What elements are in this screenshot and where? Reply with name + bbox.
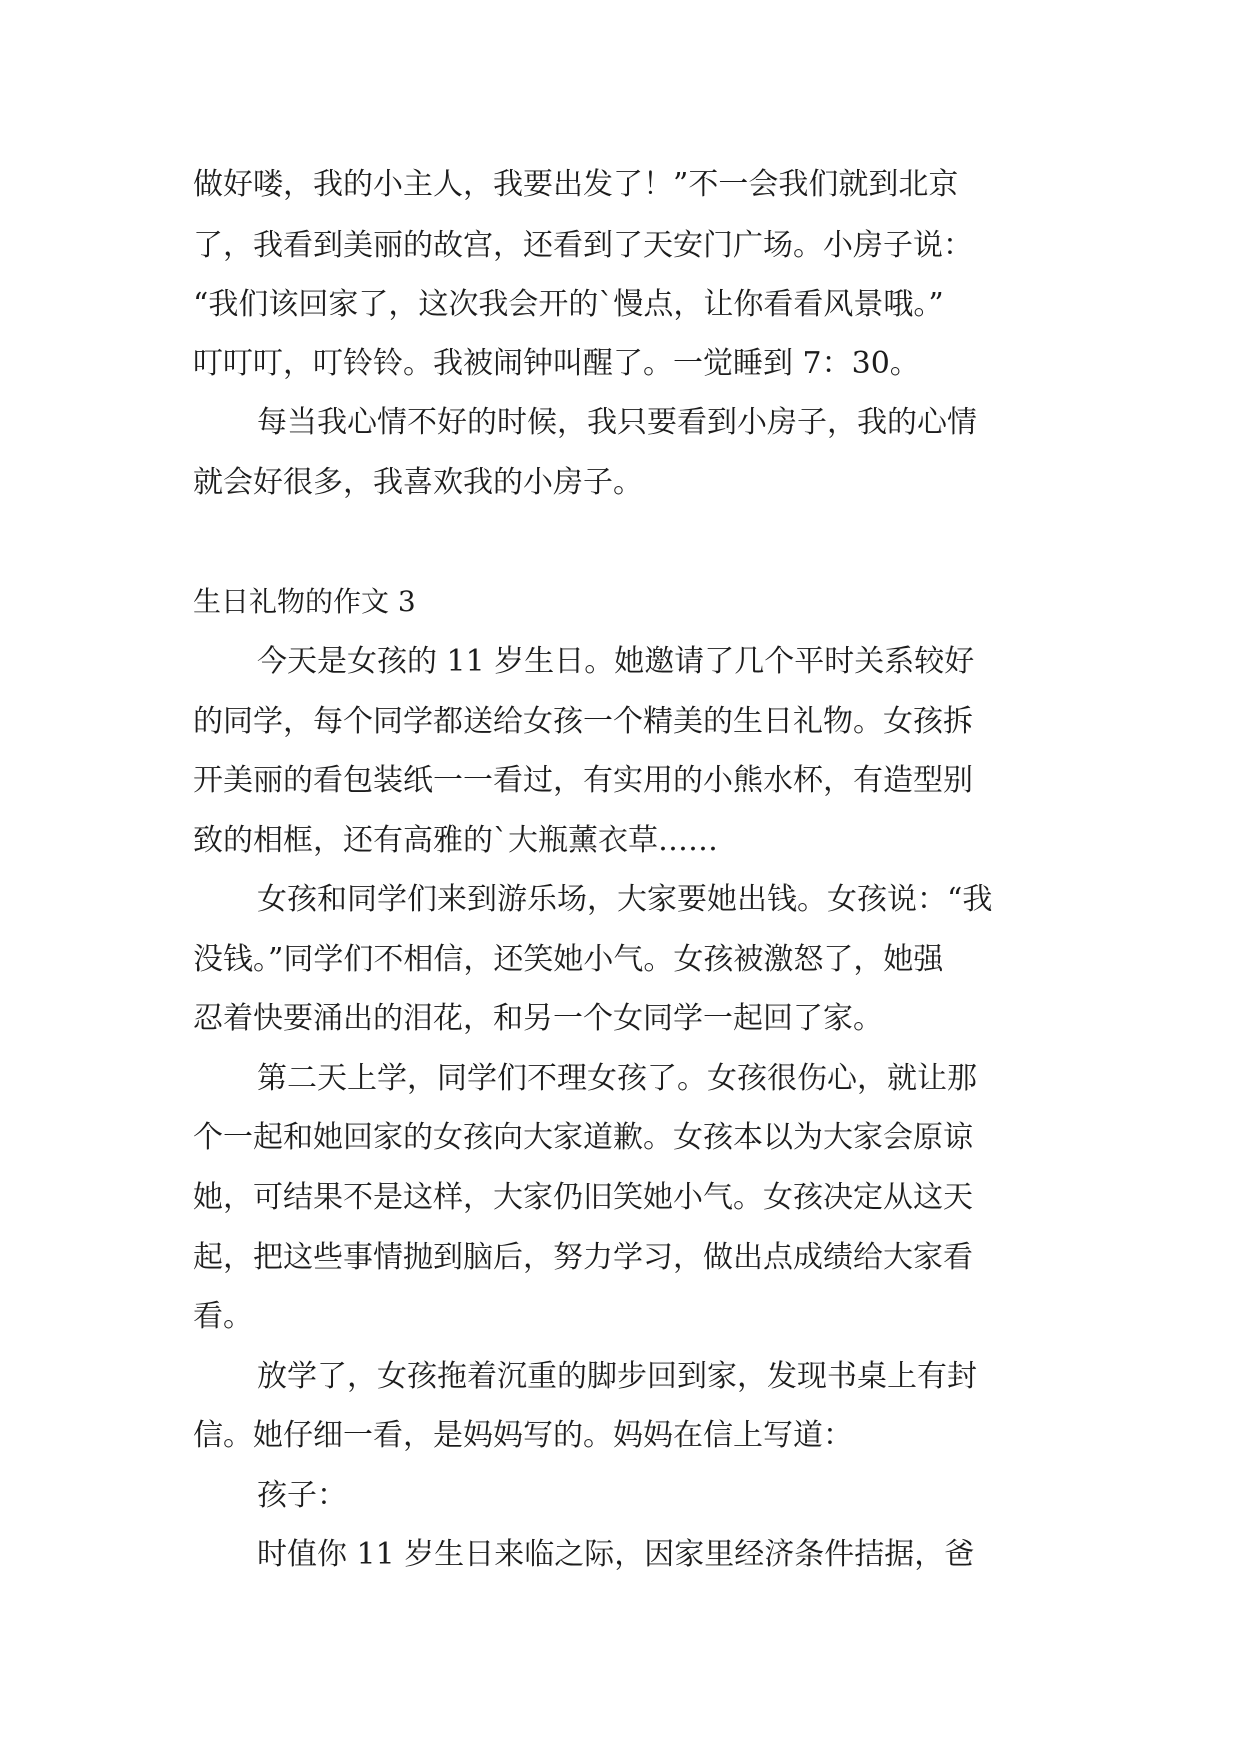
paragraph-first-line: 第二天上学，同学们不理女孩了。女孩很伤心，就让那	[257, 1061, 977, 1096]
text-line: 看。	[193, 1299, 253, 1334]
text-line: 就会好很多，我喜欢我的小房子。	[193, 465, 643, 500]
text-line: 信。她仔细一看，是妈妈写的。妈妈在信上写道：	[193, 1418, 853, 1453]
text-line: 叮叮叮，叮铃铃。我被闹钟叫醒了。一觉睡到 7：30。	[193, 346, 920, 381]
text-line: 致的相框，还有高雅的`大瓶薰衣草……	[193, 823, 718, 858]
paragraph-first-line: 放学了，女孩拖着沉重的脚步回到家，发现书桌上有封	[257, 1359, 977, 1394]
text-line: 的同学，每个同学都送给女孩一个精美的生日礼物。女孩拆	[193, 704, 973, 739]
text-line: 了，我看到美丽的故宫，还看到了天安门广场。小房子说：	[193, 228, 973, 263]
text-line: 做好喽，我的小主人，我要出发了！”不一会我们就到北京	[193, 167, 959, 202]
text-line: “我们该回家了，这次我会开的`慢点，让你看看风景哦。”	[193, 287, 944, 322]
paragraph-first-line: 时值你 11 岁生日来临之际，因家里经济条件拮据，爸	[257, 1537, 975, 1572]
paragraph-first-line: 每当我心情不好的时候，我只要看到小房子，我的心情	[257, 405, 977, 440]
paragraph-first-line: 今天是女孩的 11 岁生日。她邀请了几个平时关系较好	[257, 644, 975, 679]
letter-salutation: 孩子：	[257, 1478, 347, 1513]
text-line: 起，把这些事情抛到脑后，努力学习，做出点成绩给大家看	[193, 1240, 973, 1275]
text-line: 忍着快要涌出的泪花，和另一个女同学一起回了家。	[193, 1001, 883, 1036]
text-line: 个一起和她回家的女孩向大家道歉。女孩本以为大家会原谅	[193, 1120, 973, 1155]
paragraph-first-line: 女孩和同学们来到游乐场，大家要她出钱。女孩说：“我	[257, 882, 993, 917]
text-line: 她，可结果不是这样，大家仍旧笑她小气。女孩决定从这天	[193, 1180, 973, 1215]
text-line: 开美丽的看包装纸一一看过，有实用的小熊水杯，有造型别	[193, 763, 973, 798]
text-line: 没钱。”同学们不相信，还笑她小气。女孩被激怒了，她强	[193, 942, 944, 977]
section-title: 生日礼物的作文 3	[193, 585, 416, 618]
